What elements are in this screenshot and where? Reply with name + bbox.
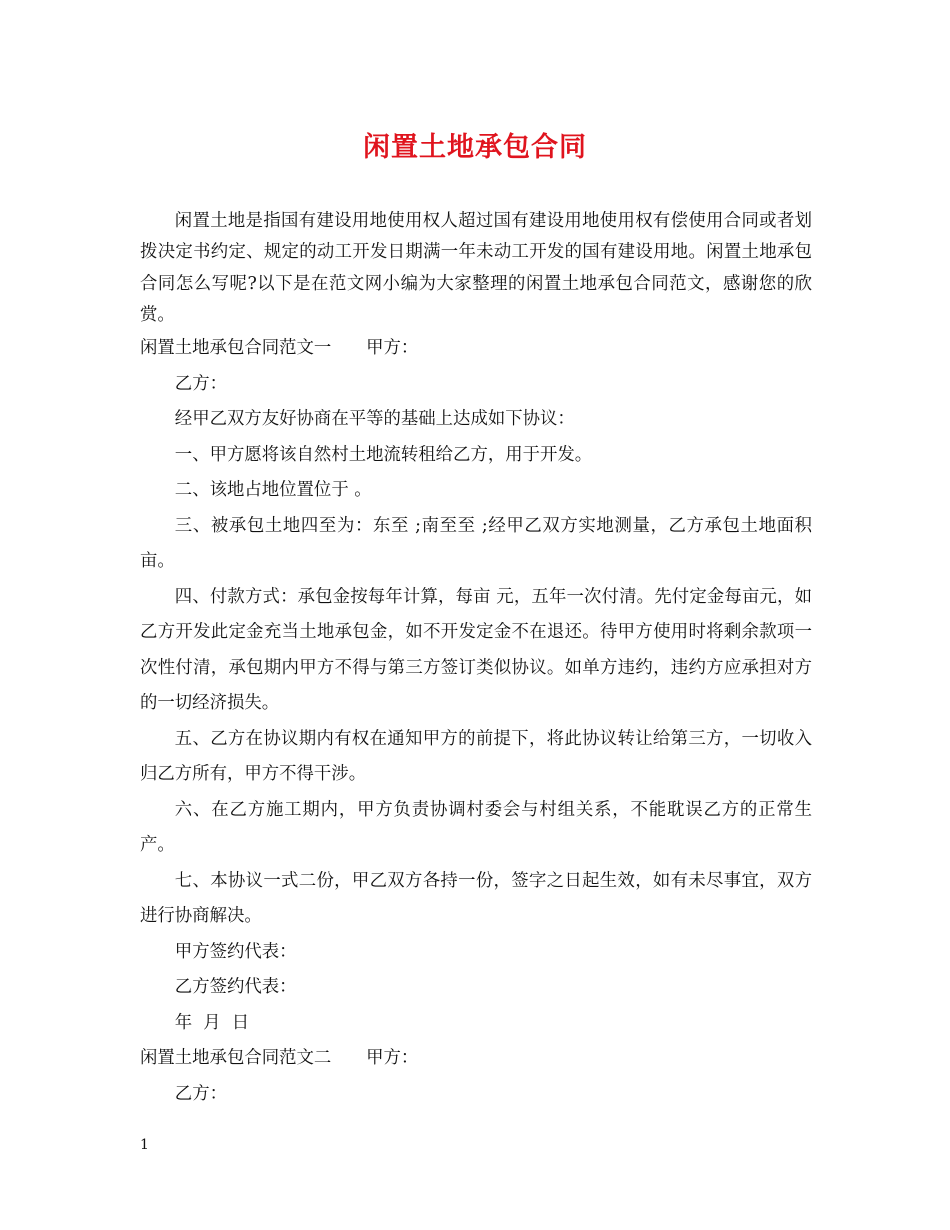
contract-two-heading: 闲置土地承包合同范文二 甲方： bbox=[140, 1048, 419, 1069]
contract-two-party-b: 乙方： bbox=[174, 1083, 227, 1104]
date-line: 年 月 日 bbox=[174, 1012, 250, 1033]
agreement-preamble: 经甲乙双方友好协商在平等的基础上达成如下协议： bbox=[174, 409, 575, 430]
contract-one-heading: 闲置土地承包合同范文一 甲方： bbox=[140, 338, 419, 359]
document-title: 闲置土地承包合同 bbox=[363, 132, 587, 163]
clause-two: 二、该地占地位置位于 。 bbox=[174, 480, 372, 501]
party-b-signature: 乙方签约代表： bbox=[174, 977, 297, 998]
clause-three: 三、被承包土地四至为：东至 ;南至至 ;经甲乙双方实地测量，乙方承包土地面积 亩。 bbox=[140, 515, 818, 572]
clause-seven: 七、本协议一式二份，甲乙双方各持一份，签字之日起生效，如有未尽事宜，双方进行协商解决。 bbox=[140, 870, 812, 927]
clause-six: 六、在乙方施工期内，甲方负责协调村委会与村组关系，不能耽误乙方的正常生产。 bbox=[140, 799, 812, 856]
party-b-line: 乙方： bbox=[174, 373, 227, 394]
page-number: 1 bbox=[140, 1137, 149, 1153]
clause-five: 五、乙方在协议期内有权在通知甲方的前提下，将此协议转让给第三方，一切收入归乙方所有，甲方不得干涉。 bbox=[140, 728, 812, 785]
intro-paragraph: 闲置土地是指国有建设用地使用权人超过国有建设用地使用权有偿使用合同或者划拨决定书约定、规定的动工开发日期满一年未动工开发的国有建设用地。闲置土地承包合同怎么写呢?以下是在范文网小编为大家整理的闲置土地承包合同范文，感谢您的欣赏。 bbox=[140, 211, 812, 325]
clause-one: 一、甲方愿将该自然村土地流转租给乙方，用于开发。 bbox=[174, 444, 593, 465]
party-a-signature: 甲方签约代表： bbox=[174, 941, 297, 962]
document-body bbox=[140, 206, 818, 1112]
clause-four: 四、付款方式：承包金按每年计算，每亩 元，五年一次付清。先付定金每亩元，如乙方开发此定金充当土地承包金，如不开发定金不在退还。待甲方使用时将剩余款项一次性付清，承包期内甲方不得与第三方签订类似协议。如单方违约，违约方应承担对方的一切经济损失。 bbox=[140, 586, 812, 714]
